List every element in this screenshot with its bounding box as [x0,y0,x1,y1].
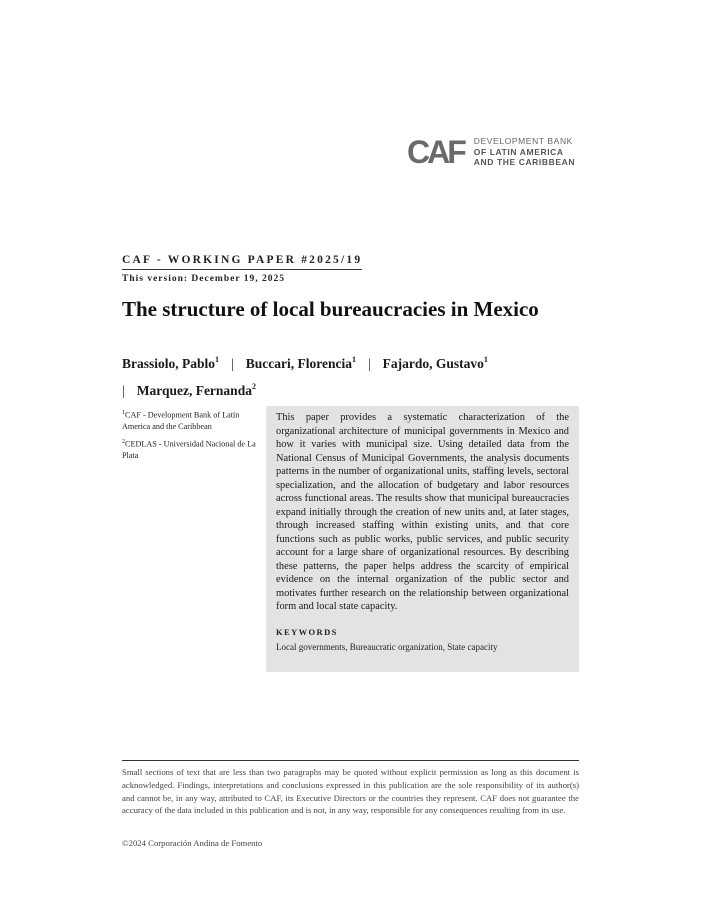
keywords-heading: KEYWORDS [276,626,338,637]
caf-logo-mark [407,136,464,168]
copyright: ©2024 Corporación Andina de Fomento [122,838,263,848]
author-separator: | [122,383,125,398]
author-separator: | [231,356,234,371]
author-list [122,348,582,402]
author: Fajardo, Gustavo$^1$ [382,355,488,371]
footer-divider [122,760,579,761]
affiliations [122,408,262,465]
disclaimer: Small sections of text that are less than two paragraphs may be quoted without explicit permission as long as this document is acknowledged. Findings, interpretations and conclusions expressed in this publication are the sole responsibility of its author(s) and cannot be, in any way, attributed to CAF, its Executive Directors or the countries they represent. CAF does not guarantee the accuracy of the data included in this publication and is not, in any way, responsible for any consequences resulting from its use. [122,767,579,816]
author-separator: | [367,356,371,371]
affiliation: $^1$CAF - Development Bank of Latin America and the Caribbean [122,410,240,432]
caf-logo-letters: CAF [407,134,464,170]
author: Brassiolo, Pablo$^1$ [122,355,220,371]
logo-line-1: DEVELOPMENT BANK [473,136,573,147]
series-title: CAF - WORKING PAPER #2025/19 [122,254,362,270]
affiliation: $^2$CEDLAS - Universidad Nacional de La Plata [122,438,256,460]
keywords-list: Local governments, Bureaucratic organization, State capacity [276,641,498,652]
logo-line-3: AND THE CARIBBEAN [473,157,576,168]
abstract-text: This paper provides a systematic characterization of the organizational architecture of municipal governments in Mexico and how it varies with municipal size. Using detailed data from the National Census of Municipal Governments, the analysis documents patterns in the number of organizational units, staffing levels, sectoral specialization, and the allocation of budgetary and labor resources across functional areas. The results show that municipal bureaucracies expand initially through the creation of new units and, at later stages, through increased staffing within existing units, and that core functions such as public works, public services, and public security account for a large share of organizational resources. By describing these patterns, the paper helps address the scarcity of empirical evidence on the internal organization of the public sector and motivates further research on the relationship between organizational form and local state capacity. [276,412,569,612]
caf-logo-text [474,136,575,168]
abstract-box [266,406,579,672]
series-header [122,250,362,284]
version-date: This version: December 19, 2025 [122,274,286,284]
caf-logo [407,136,575,168]
author: Marquez, Fernanda$^2$ [136,382,256,398]
author: Buccari, Florencia$^1$ [245,355,356,371]
logo-line-2: OF LATIN AMERICA [473,146,564,157]
paper-title: The structure of local bureaucracies in Mexico [122,297,539,321]
